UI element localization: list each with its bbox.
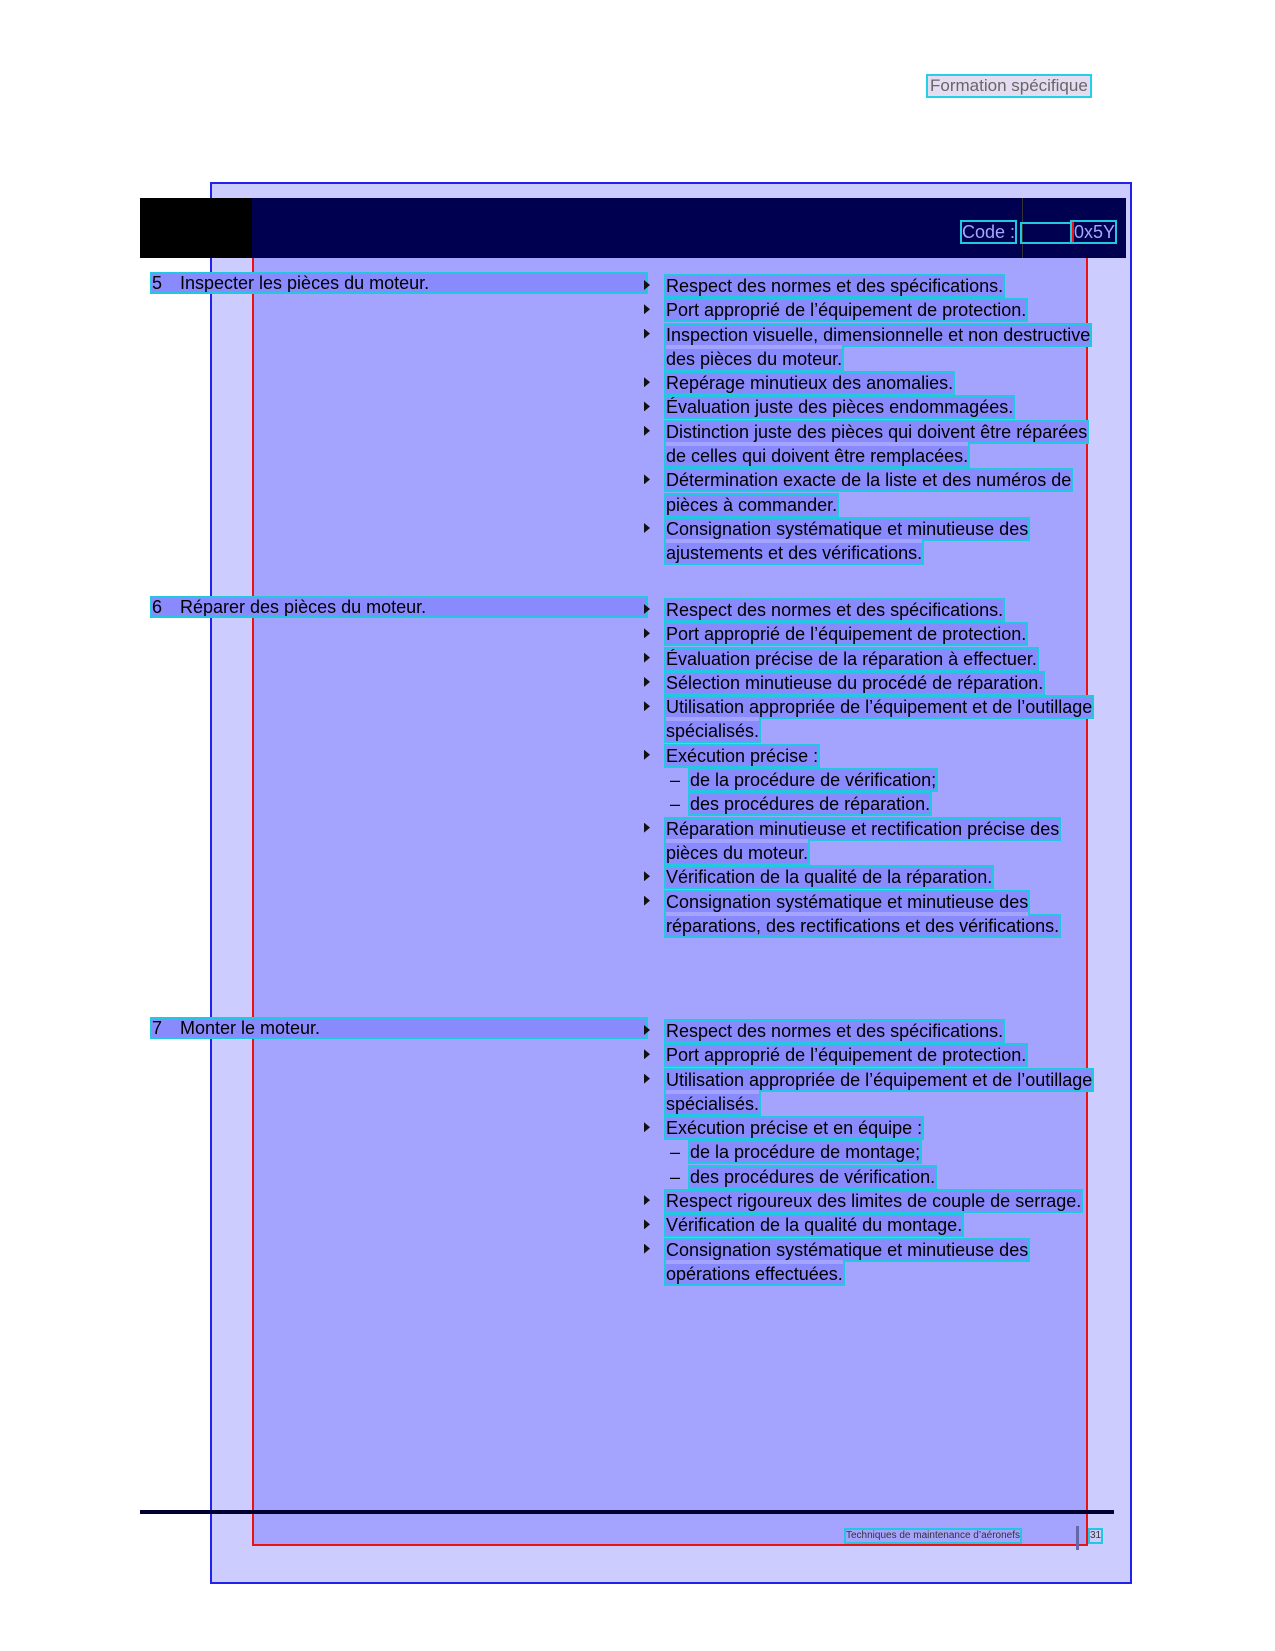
bullet-icon xyxy=(644,628,650,638)
criteria-item xyxy=(644,622,1104,646)
bullet-icon xyxy=(644,474,650,484)
criteria-text: Inspection visuelle, dimensionnelle et non destructive des pièces du moteur. xyxy=(666,324,1091,369)
criteria-item xyxy=(644,395,1104,419)
bullet-icon xyxy=(644,1025,650,1035)
bullet-icon xyxy=(644,653,650,663)
criteria-text: Sélection minutieuse du procédé de réparation. xyxy=(666,672,1044,693)
criteria-text: Consignation systématique et minutieuse des ajustements et des vérifications. xyxy=(666,518,1029,564)
criteria-item xyxy=(644,1116,1104,1140)
criteria-item xyxy=(644,323,1104,372)
criteria-subitem xyxy=(644,792,1104,816)
bullet-icon xyxy=(644,1195,650,1205)
bullet-icon xyxy=(644,750,650,760)
criteria-text: de la procédure de vérification; xyxy=(690,770,937,791)
criteria-item xyxy=(644,371,1104,395)
bullet-icon xyxy=(644,377,650,387)
code-field-box xyxy=(1020,222,1074,244)
task-label: Monter le moteur. xyxy=(180,1018,321,1038)
bullet-icon xyxy=(644,304,650,314)
dash-marker: – xyxy=(670,770,681,791)
criteria-item xyxy=(644,1213,1104,1237)
bullet-icon xyxy=(644,280,650,290)
task-number: 5 xyxy=(152,273,163,293)
criteria-text: Respect des normes et des spécifications. xyxy=(666,600,1004,620)
dash-marker: – xyxy=(670,1166,681,1187)
footer-rule xyxy=(140,1510,1114,1514)
criteria-text: Respect rigoureux des limites de couple de serrage. xyxy=(666,1191,1082,1212)
page-number: 31 xyxy=(1090,1530,1102,1541)
bullet-icon xyxy=(644,1074,650,1084)
bullet-icon xyxy=(644,523,650,533)
criteria-subitem xyxy=(644,1140,1104,1164)
criteria-item xyxy=(644,1189,1104,1213)
task-row xyxy=(152,274,646,292)
criteria-item xyxy=(644,865,1104,889)
bullet-icon xyxy=(644,1049,650,1059)
criteria-text: Respect des normes et des spécifications. xyxy=(666,276,1004,296)
criteria-text: Respect des normes et des spécifications. xyxy=(666,1021,1004,1041)
bullet-icon xyxy=(644,823,650,833)
criteria-item xyxy=(644,671,1104,695)
criteria-item xyxy=(644,468,1104,517)
bullet-icon xyxy=(644,871,650,881)
criteria-item xyxy=(644,274,1104,298)
criteria-item xyxy=(644,1043,1104,1067)
criteria-item xyxy=(644,1019,1104,1043)
task-label: Réparer des pièces du moteur. xyxy=(180,597,427,617)
footer-separator xyxy=(1076,1526,1079,1550)
criteria-text: Réparation minutieuse et rectification précise des pièces du moteur. xyxy=(666,818,1060,863)
bullet-icon xyxy=(644,1219,650,1229)
criteria-item xyxy=(644,1238,1104,1287)
criteria-text: de la procédure de montage; xyxy=(690,1142,921,1163)
task-label: Inspecter les pièces du moteur. xyxy=(180,273,430,293)
criteria-text: Utilisation appropriée de l’équipement et de l’outillage spécialisés. xyxy=(666,697,1093,742)
criteria-item xyxy=(644,420,1104,469)
bullet-icon xyxy=(644,701,650,711)
bullet-icon xyxy=(644,426,650,436)
criteria-text: Exécution précise et en équipe : xyxy=(666,1118,923,1139)
criteria-item xyxy=(644,598,1104,622)
bullet-icon xyxy=(644,604,650,614)
criteria-item xyxy=(644,1068,1104,1117)
criteria-list xyxy=(644,1019,1104,1286)
criteria-text: Port approprié de l’équipement de protection. xyxy=(666,624,1027,645)
bullet-icon xyxy=(644,1122,650,1132)
task-row xyxy=(152,1019,646,1037)
criteria-text: des procédures de vérification. xyxy=(690,1166,936,1187)
criteria-text: Port approprié de l’équipement de protection. xyxy=(666,300,1027,321)
criteria-item xyxy=(644,517,1104,566)
bullet-icon xyxy=(644,329,650,339)
criteria-text: Vérification de la qualité du montage. xyxy=(666,1215,963,1236)
footer-program: Techniques de maintenance d’aéronefs xyxy=(846,1530,1021,1541)
criteria-text: Consignation systématique et minutieuse des réparations, des rectifications et des vérifications. xyxy=(666,891,1060,936)
criteria-item xyxy=(644,647,1104,671)
criteria-item xyxy=(644,744,1104,768)
criteria-list xyxy=(644,274,1104,566)
criteria-text: Consignation systématique et minutieuse des opérations effectuées. xyxy=(666,1239,1029,1284)
criteria-text: Utilisation appropriée de l’équipement et de l’outillage spécialisés. xyxy=(666,1069,1093,1114)
criteria-text: Exécution précise : xyxy=(666,745,819,766)
criteria-text: Repérage minutieux des anomalies. xyxy=(666,373,954,394)
criteria-text: Port approprié de l’équipement de protection. xyxy=(666,1045,1027,1066)
criteria-text: Détermination exacte de la liste et des numéros de pièces à commander. xyxy=(666,470,1072,515)
bullet-icon xyxy=(644,677,650,687)
dash-marker: – xyxy=(670,794,681,815)
criteria-item xyxy=(644,817,1104,866)
dash-marker: – xyxy=(670,1142,681,1163)
task-number: 6 xyxy=(152,597,163,617)
criteria-list xyxy=(644,598,1104,938)
task-number: 7 xyxy=(152,1018,163,1038)
criteria-subitem xyxy=(644,768,1104,792)
code-label: Code : xyxy=(962,222,1016,242)
criteria-item xyxy=(644,695,1104,744)
task-row xyxy=(152,598,646,616)
criteria-text: Évaluation juste des pièces endommagées. xyxy=(666,397,1014,418)
code-value: 0x5Y xyxy=(1074,222,1116,242)
bullet-icon xyxy=(644,401,650,411)
criteria-text: Distinction juste des pièces qui doivent être réparées de celles qui doivent être remplacées. xyxy=(666,421,1088,467)
criteria-item xyxy=(644,298,1104,322)
criteria-item xyxy=(644,890,1104,939)
criteria-text: Évaluation précise de la réparation à effectuer. xyxy=(666,648,1037,669)
bullet-icon xyxy=(644,1244,650,1254)
bullet-icon xyxy=(644,896,650,906)
document-title: Formation spécifique xyxy=(930,76,1088,95)
criteria-text: des procédures de réparation. xyxy=(690,794,931,815)
criteria-text: Vérification de la qualité de la réparation. xyxy=(666,867,993,888)
criteria-subitem xyxy=(644,1165,1104,1189)
